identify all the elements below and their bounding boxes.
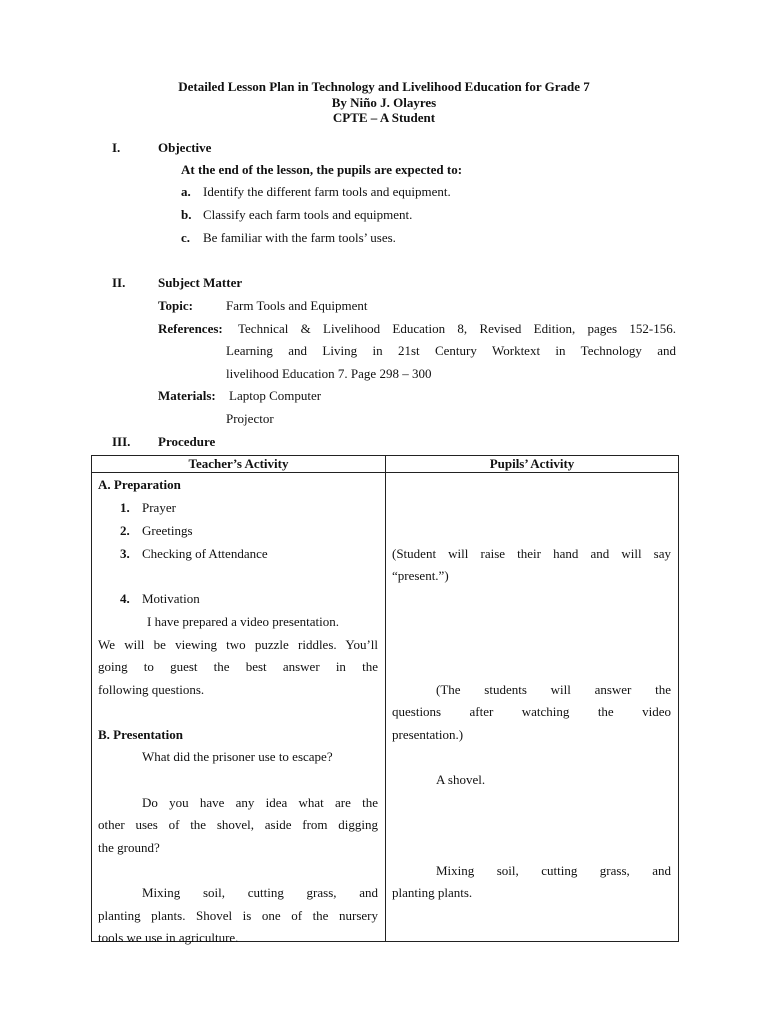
teacher-activity-cell (92, 473, 386, 945)
step-label: Checking of Attendance (142, 546, 268, 561)
objective-item: Classify each farm tools and equipment. (203, 207, 413, 222)
document-author: By Niño J. Olayres (331, 95, 437, 110)
document-title: Detailed Lesson Plan in Technology and Livelihood Education for Grade 7 (178, 79, 590, 94)
objective-item: Identify the different farm tools and equipment. (203, 184, 451, 199)
pupils-activity-cell (386, 473, 679, 942)
column-header-teacher: Teacher’s Activity (92, 456, 386, 473)
objective-letter: c. (181, 230, 191, 245)
section-heading-procedure: Procedure (158, 434, 216, 449)
pupil-response: presentation.) (392, 727, 464, 742)
teacher-question: Do you have any idea what are the (142, 795, 378, 810)
materials-label: Materials: (158, 388, 216, 403)
document-role: CPTE – A Student (332, 110, 436, 125)
section-number-objective: I. (112, 140, 121, 155)
section-number-subject: II. (112, 275, 126, 290)
reference-2-line-2: livelihood Education 7. Page 298 – 300 (226, 366, 432, 381)
section-heading-objective: Objective (158, 140, 212, 155)
motivation-text: following questions. (98, 682, 205, 697)
section-heading-subject: Subject Matter (158, 275, 243, 290)
teacher-question: What did the prisoner use to escape? (142, 749, 333, 764)
teacher-explanation: planting plants. Shovel is one of the nursery (98, 908, 378, 923)
pupil-response: planting plants. (392, 885, 473, 900)
objective-intro: At the end of the lesson, the pupils are expected to: (181, 162, 463, 177)
objective-letter: b. (181, 207, 192, 222)
table-row (92, 473, 679, 942)
step-number: 3. (120, 546, 130, 561)
pupil-response: Mixing soil, cutting grass, and (436, 863, 671, 878)
section-number-procedure: III. (112, 434, 131, 449)
preparation-heading: A. Preparation (98, 477, 181, 492)
material-item: Projector (226, 411, 274, 426)
material-item: Laptop Computer (229, 388, 322, 403)
teacher-question: other uses of the shovel, aside from digging (98, 817, 378, 832)
objective-letter: a. (181, 184, 191, 199)
objective-item: Be familiar with the farm tools’ uses. (203, 230, 396, 245)
procedure-table (91, 455, 679, 945)
motivation-text: We will be viewing two puzzle riddles. You’ll (98, 637, 378, 652)
reference-1: Technical & Livelihood Education 8, Revised Edition, pages 152-156. (238, 321, 676, 336)
reference-2-line-1: Learning and Living in 21st Century Worktext in Technology and (226, 343, 676, 358)
step-number: 4. (120, 591, 130, 606)
teacher-explanation: tools we use in agriculture. (98, 930, 239, 945)
motivation-text: going to guest the best answer in the (98, 659, 378, 674)
step-label: Greetings (142, 523, 193, 538)
step-number: 1. (120, 500, 130, 515)
teacher-explanation: Mixing soil, cutting grass, and (142, 885, 378, 900)
step-number: 2. (120, 523, 130, 538)
topic-value: Farm Tools and Equipment (226, 298, 368, 313)
pupil-response: “present.”) (392, 568, 449, 583)
motivation-text: I have prepared a video presentation. (147, 614, 340, 629)
step-label: Motivation (142, 591, 200, 606)
pupil-response: A shovel. (436, 772, 486, 787)
step-label: Prayer (142, 500, 176, 515)
pupil-response: (Student will raise their hand and will say (392, 546, 671, 561)
column-header-pupils: Pupils’ Activity (386, 456, 679, 473)
table-header-row (92, 456, 679, 473)
references-label: References: (158, 321, 223, 336)
presentation-heading: B. Presentation (98, 727, 183, 742)
teacher-question: the ground? (98, 840, 160, 855)
pupil-response: questions after watching the video (392, 704, 671, 719)
pupil-response: (The students will answer the (436, 682, 671, 697)
topic-label: Topic: (158, 298, 193, 313)
